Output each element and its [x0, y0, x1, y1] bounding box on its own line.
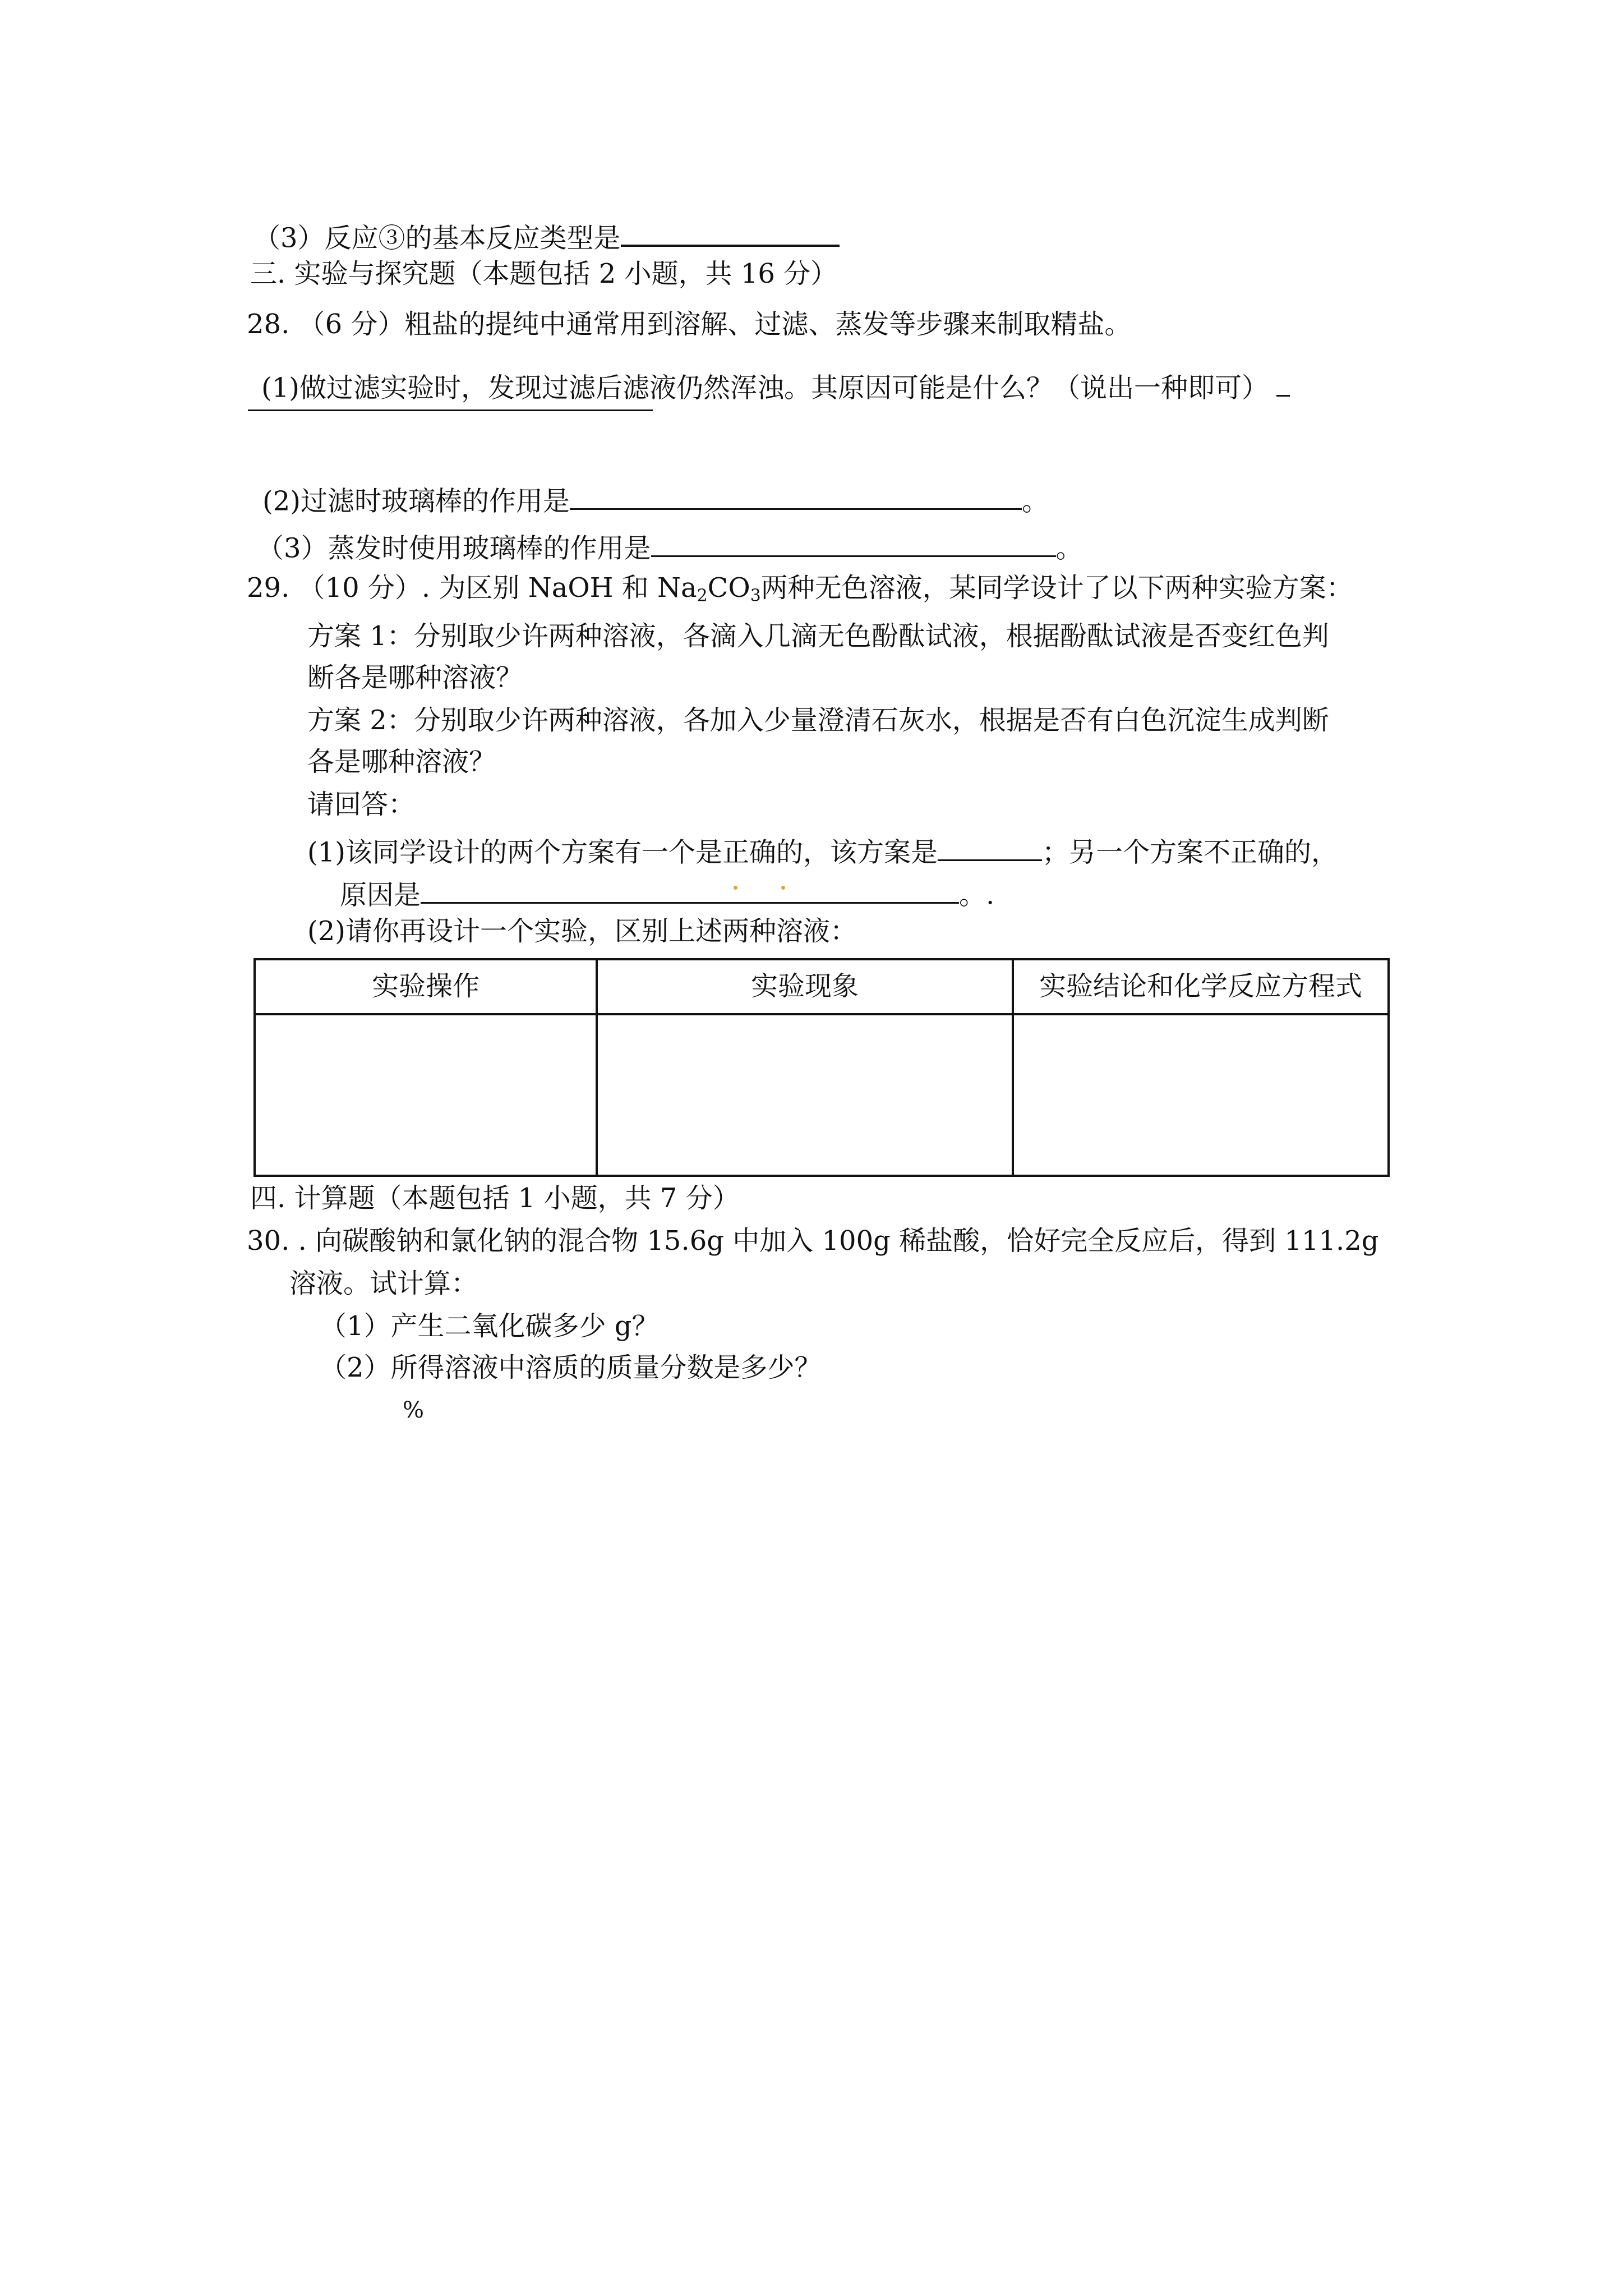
q28-part2-answer-blank[interactable]	[570, 480, 1022, 510]
q29-intro-sub2: 3	[750, 586, 761, 606]
q29-intro-sub1: 2	[697, 586, 708, 606]
table-cell-operation-answer[interactable]	[255, 1014, 597, 1176]
q27-part3-text: （3）反应③的基本反应类型是	[253, 222, 621, 254]
q30-percent-sign: %	[403, 1397, 425, 1423]
q29-part1-text-a: (1)该同学设计的两个方案有一个是正确的，该方案是	[307, 836, 938, 868]
q28-part3-answer-blank[interactable]	[651, 527, 1056, 557]
q28-part3-end: 。	[1055, 532, 1083, 564]
q29-intro-c: 两种无色溶液，某同学设计了以下两种实验方案：	[760, 572, 1353, 604]
q28-part3-text: （3）蒸发时使用玻璃棒的作用是	[257, 532, 651, 564]
q29-part1-reason-end: 。.	[959, 879, 995, 911]
q29-part1-reason-text: 原因是	[340, 879, 421, 911]
table-cell-phenomenon-answer[interactable]	[597, 1014, 1013, 1176]
q29-plan1-line2: 断各是哪种溶液？	[307, 662, 523, 693]
q28-part1-answer-line[interactable]	[248, 409, 653, 411]
q29-part1	[307, 831, 1338, 869]
decorative-dot	[734, 886, 737, 890]
table-cell-conclusion-answer[interactable]	[1013, 1014, 1389, 1176]
table-header-row	[255, 959, 1389, 1014]
table-header-conclusion: 实验结论和化学反应方程式	[1013, 959, 1389, 1014]
q29-intro	[247, 572, 1353, 605]
q29-part1-answer-blank[interactable]	[938, 831, 1042, 861]
section4-title: 四. 计算题（本题包括 1 小题，共 7 分）	[250, 1182, 740, 1214]
q28-part3	[257, 527, 1083, 565]
q28-part1-blank-start[interactable]	[1276, 367, 1290, 397]
q29-intro-a: 29. （10 分）. 为区别 NaOH 和 Na	[247, 572, 697, 604]
table-header-phenomenon: 实验现象	[597, 959, 1013, 1014]
q27-part3	[253, 217, 840, 255]
q28-part1	[261, 367, 1290, 404]
q29-plan1-line1: 方案 1：分别取少许两种溶液，各滴入几滴无色酚酞试液，根据酚酞试液是否变红色判	[307, 620, 1329, 652]
decorative-dot	[781, 886, 785, 890]
q28-part1-text: (1)做过滤实验时，发现过滤后滤液仍然浑浊。其原因可能是什么？（说出一种即可）	[261, 372, 1269, 404]
q29-part1-reason	[340, 874, 994, 912]
q29-part1-text-b: ；另一个方案不正确的，	[1042, 836, 1339, 868]
q28-part2-end: 。	[1022, 485, 1049, 517]
q28-intro: 28. （6 分）粗盐的提纯中通常用到溶解、过滤、蒸发等步骤来制取精盐。	[247, 309, 1132, 340]
table-row	[255, 1014, 1389, 1176]
q30-intro-line1: 30. . 向碳酸钠和氯化钠的混合物 15.6g 中加入 100g 稀盐酸，恰好完全反应后，得到 111.2g	[247, 1225, 1379, 1257]
section3-title: 三. 实验与探究题（本题包括 2 小题，共 16 分）	[250, 258, 838, 289]
q29-plan2-line2: 各是哪种溶液？	[307, 746, 496, 777]
q29-answer-prompt: 请回答：	[307, 789, 416, 820]
q28-part2-text: (2)过滤时玻璃棒的作用是	[262, 485, 570, 517]
q30-intro-line2: 溶液。试计算：	[289, 1268, 478, 1299]
q29-intro-b: CO	[707, 572, 750, 604]
q29-part2: (2)请你再设计一个实验，区别上述两种溶液：	[307, 915, 857, 947]
q28-part2	[262, 480, 1049, 518]
q29-part1-reason-blank[interactable]	[421, 874, 959, 904]
q30-part1: （1）产生二氧化碳多少 g？	[320, 1310, 659, 1342]
q29-plan2-line1: 方案 2：分别取少许两种溶液，各加入少量澄清石灰水，根据是否有白色沉淀生成判断	[307, 705, 1329, 736]
q30-part2: （2）所得溶液中溶质的质量分数是多少？	[320, 1352, 822, 1383]
table-header-operation: 实验操作	[255, 959, 597, 1014]
q29-experiment-table	[253, 958, 1390, 1177]
q27-part3-answer-blank[interactable]	[621, 217, 840, 247]
